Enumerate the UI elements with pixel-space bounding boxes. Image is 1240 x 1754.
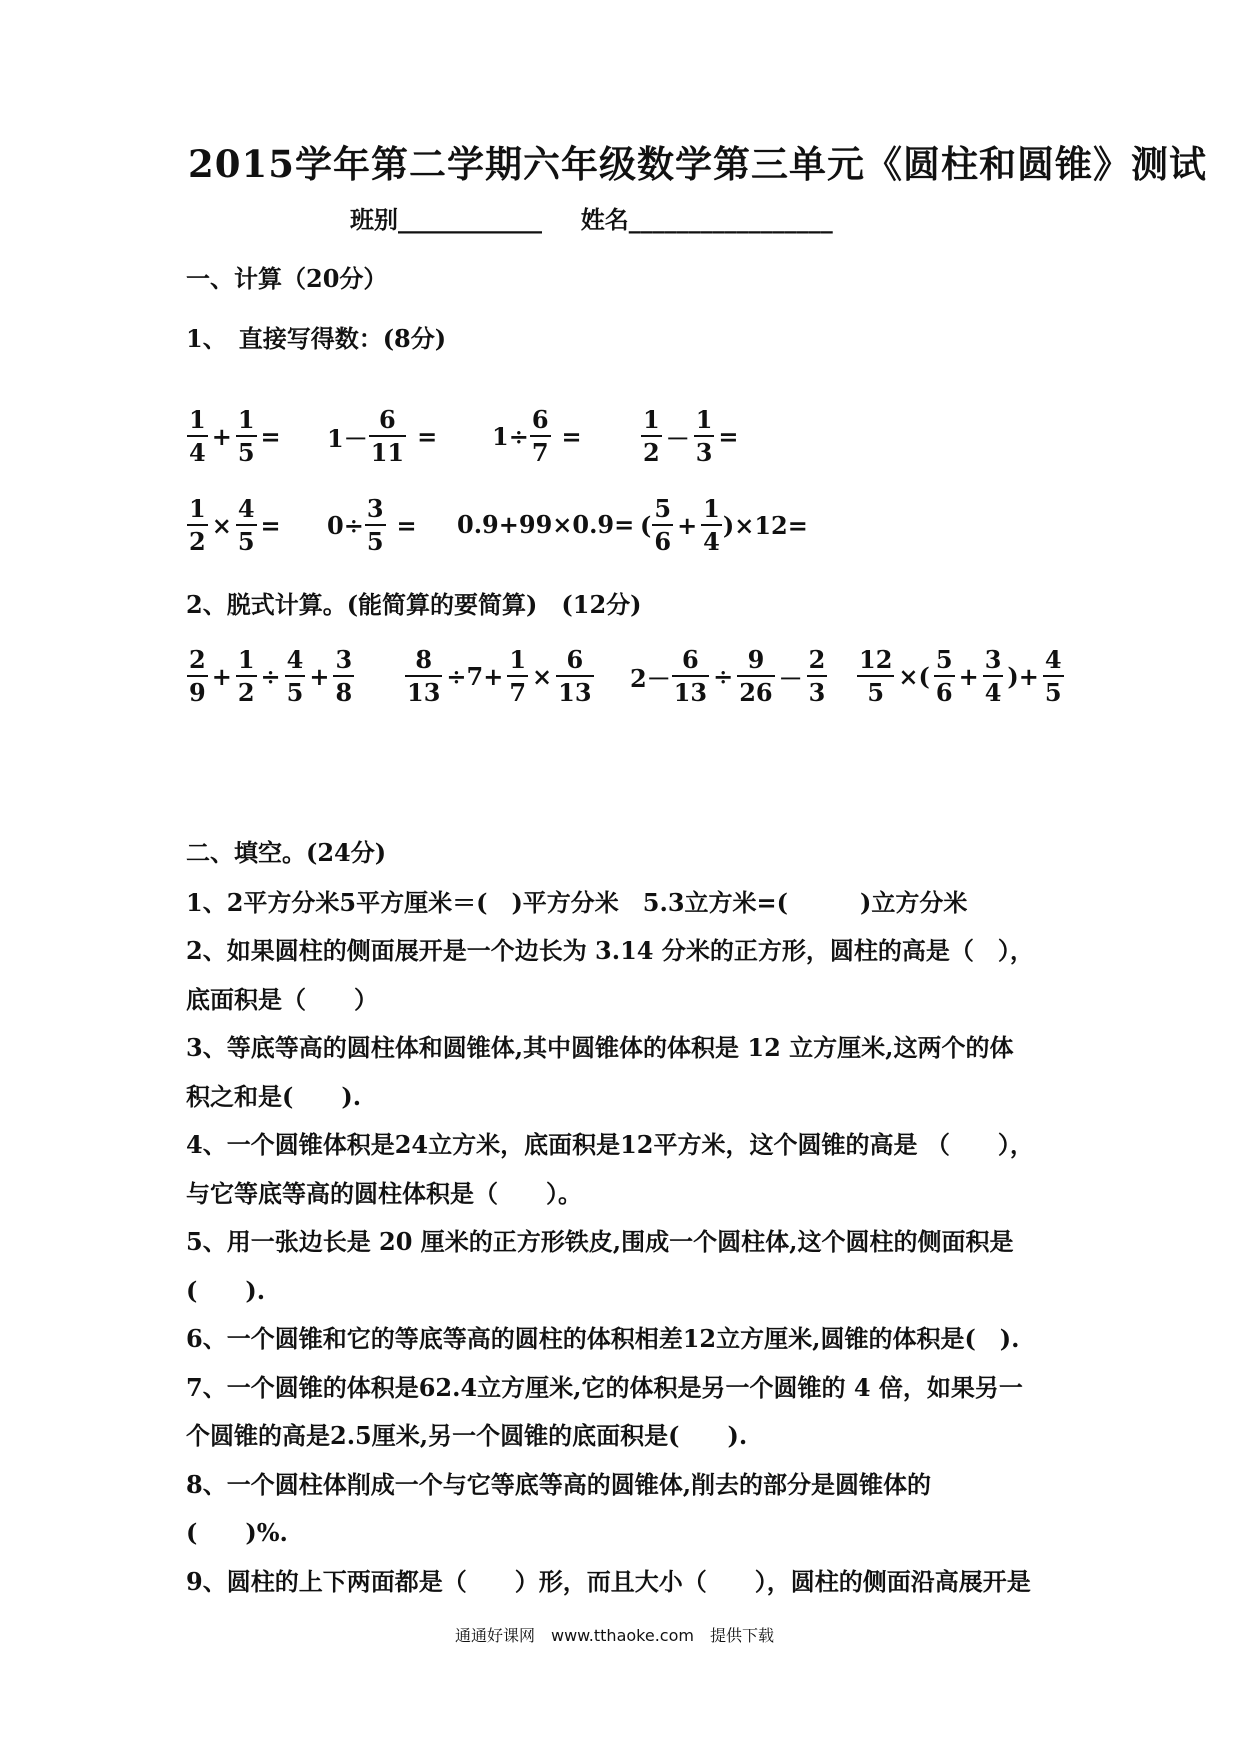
- calc-1-1: $\frac{1}{4}$ + $\frac{1}{5}$ =: [189, 405, 281, 467]
- fill-line: 7、一个圆锥的体积是62.4立方厘米,它的体积是另一个圆锥的 4 倍，如果另一: [186, 1373, 1023, 1402]
- fraction: $\frac{5}{6}$: [935, 645, 953, 707]
- fraction: $\frac{4}{5}$: [1044, 645, 1062, 707]
- calc-1-7: 0.9+99×0.9=: [457, 510, 635, 539]
- section1-heading: 一、计算（20分）: [186, 264, 388, 293]
- calc-2-4: $\frac{12}{5}$ ×( $\frac{5}{6}$ + $\frac{3}{4}$ )+ $\frac{4}{5}$: [859, 645, 1062, 707]
- fill-line: 2、如果圆柱的侧面展开是一个边长为 3.14 分米的正方形，圆柱的高是（ ），: [186, 936, 1034, 965]
- page-footer: 通通好课网 www.tthaoke.com 提供下载: [455, 1626, 774, 1645]
- calc-2-1: $\frac{2}{9}$ + $\frac{1}{2}$ ÷ $\frac{4}{5}$ + $\frac{3}{8}$: [189, 645, 353, 707]
- fraction: $\frac{6}{7}$: [531, 405, 549, 467]
- fraction: $\frac{3}{4}$: [984, 645, 1002, 707]
- fill-line: 4、一个圆锥体积是24立方米，底面积是12平方米，这个圆锥的高是 （ ），: [186, 1130, 1034, 1159]
- fill-line: 与它等底等高的圆柱体积是（ ）。: [186, 1179, 582, 1208]
- fill-line: 5、用一张边长是 20 厘米的正方形铁皮,围成一个圆柱体,这个圆柱的侧面积是: [186, 1227, 1014, 1256]
- fill-line: 1、2平方分米5平方厘米＝( )平方分米 5.3立方米=( )立方分米: [186, 888, 968, 917]
- fraction: $\frac{6}{11}$: [370, 405, 405, 467]
- fraction: $\frac{1}{4}$: [189, 405, 206, 467]
- name-label: 姓名: [580, 205, 629, 234]
- fill-line: 8、一个圆柱体削成一个与它等底等高的圆锥体,削去的部分是圆锥体的: [186, 1470, 932, 1499]
- calc-1-4: $\frac{1}{2}$ － $\frac{1}{3}$ =: [643, 405, 739, 467]
- fraction: $\frac{1}{2}$: [237, 645, 255, 707]
- fraction: $\frac{5}{6}$: [654, 494, 672, 556]
- fraction: $\frac{2}{9}$: [189, 645, 206, 707]
- fraction: $\frac{3}{8}$: [335, 645, 353, 707]
- fraction: $\frac{1}{7}$: [509, 645, 527, 707]
- name-blank[interactable]: _________________: [628, 205, 833, 234]
- fraction: $\frac{1}{3}$: [695, 405, 713, 467]
- fraction: $\frac{4}{5}$: [286, 645, 304, 707]
- section2-heading: 二、填空。(24分): [186, 838, 387, 867]
- fraction: $\frac{9}{26}$: [739, 645, 773, 707]
- fraction: $\frac{1}{2}$: [189, 494, 206, 556]
- calc-2-2: $\frac{8}{13}$ ÷7+ $\frac{1}{7}$ × $\frac{6}{13}$: [407, 645, 592, 707]
- page-title: 2015学年第二学期六年级数学第三单元《圆柱和圆锥》测试: [188, 142, 1207, 186]
- fill-line: ( ).: [186, 1276, 266, 1305]
- fill-line: 3、等底等高的圆柱体和圆锥体,其中圆锥体的体积是 12 立方厘米,这两个的体: [186, 1033, 1014, 1062]
- fraction: $\frac{6}{13}$: [558, 645, 592, 707]
- class-name-line: [350, 200, 833, 235]
- fill-line: 个圆锥的高是2.5厘米,另一个圆锥的底面积是( ).: [186, 1421, 748, 1450]
- class-blank[interactable]: ____________: [398, 205, 542, 234]
- fraction: $\frac{8}{13}$: [407, 645, 441, 707]
- fraction: $\frac{4}{5}$: [237, 494, 255, 556]
- fraction: $\frac{1}{5}$: [237, 405, 255, 467]
- calc-1-2: 1－ $\frac{6}{11}$ =: [327, 405, 438, 467]
- calc-2-3: 2－ $\frac{6}{13}$ ÷ $\frac{9}{26}$ － $\frac{2}{3}$: [630, 645, 826, 707]
- q2-heading: 2、脱式计算。(能简算的要简算) (12分): [186, 590, 642, 619]
- fill-line: 9、圆柱的上下两面都是（ ）形，而且大小（ ），圆柱的侧面沿高展开是: [186, 1567, 1031, 1596]
- q1-heading: 1、 直接写得数：(8分): [186, 324, 447, 353]
- calc-1-6: 0÷ $\frac{3}{5}$ =: [327, 494, 417, 556]
- fraction: $\frac{3}{5}$: [366, 494, 384, 556]
- class-label: 班别: [350, 205, 398, 234]
- fraction: $\frac{1}{2}$: [643, 405, 660, 467]
- fill-line: 积之和是( ).: [186, 1082, 362, 1111]
- calc-1-8: ( $\frac{5}{6}$ + $\frac{1}{4}$ )×12=: [640, 494, 808, 556]
- fraction: $\frac{12}{5}$: [859, 645, 893, 707]
- fraction: $\frac{6}{13}$: [673, 645, 708, 707]
- calc-1-5: $\frac{1}{2}$ × $\frac{4}{5}$ =: [189, 494, 281, 556]
- fill-line: 底面积是（ ）: [186, 985, 378, 1014]
- fraction: $\frac{2}{3}$: [808, 645, 826, 707]
- fill-line: 6、一个圆锥和它的等底等高的圆柱的体积相差12立方厘米,圆锥的体积是( ).: [186, 1324, 1020, 1353]
- fraction: $\frac{1}{4}$: [703, 494, 720, 556]
- fill-line: ( )%.: [186, 1518, 288, 1547]
- calc-1-3: 1÷ $\frac{6}{7}$ =: [492, 405, 582, 467]
